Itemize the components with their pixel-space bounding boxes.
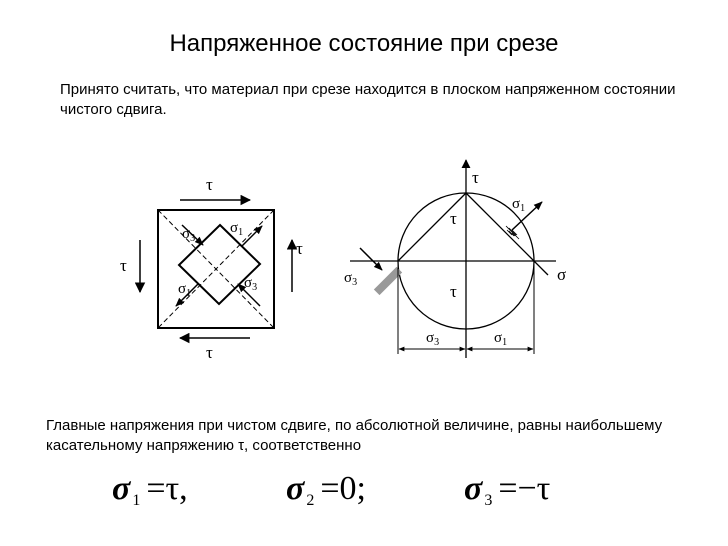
sigma3-label-upper: $\sigma_3$ [182,226,196,244]
sigma3-label-lower: $\sigma_3$ [244,275,258,293]
shear-element [120,175,303,362]
tau-upper-label: τ [450,209,457,228]
dim-sigma3-label: $\sigma_3$ [426,330,440,348]
formula-sigma1: σ $_1$ =τ, [112,470,188,509]
sigma1-top-label: $\sigma_1$ [512,196,526,214]
tau-axis-label: τ [472,168,479,187]
sigma-axis-label: σ [557,265,567,284]
tau-label-top: τ [206,175,213,194]
formulas [0,470,728,520]
page-title: Напряженное состояние при срезе [169,30,559,57]
intro-paragraph: Принято считать, что материал при срезе находится в плоском напряженном состоянии чистого сдвига. [60,81,676,118]
formula-sigma3: σ $_3$ =−τ [464,470,551,509]
sigma3-left-label: $\sigma_3$ [344,270,358,288]
pole-line-right [466,193,548,275]
formula-sigma2: σ $_2$ =0; [286,470,366,509]
sigma1-label-upper: $\sigma_1$ [230,220,244,238]
mohr-circle-diagram [344,160,566,358]
sigma1-arrow-upper [242,226,262,246]
tau-label-bottom: τ [206,343,213,362]
sigma1-hatch [506,226,519,239]
tau-lower-label: τ [450,282,457,301]
principal-stresses-paragraph: Главные напряжения при чистом сдвиге, по абсолютной величине, равны наибольшему касательному напряжению τ, соответственно [46,417,663,454]
sigma1-label-lower: $\sigma_1$ [178,281,192,299]
dim-sigma1-label: $\sigma_1$ [494,330,508,348]
tau-label-right: τ [296,239,303,258]
tau-label-left: τ [120,256,127,275]
sigma3-arrow-mohr [360,248,382,270]
